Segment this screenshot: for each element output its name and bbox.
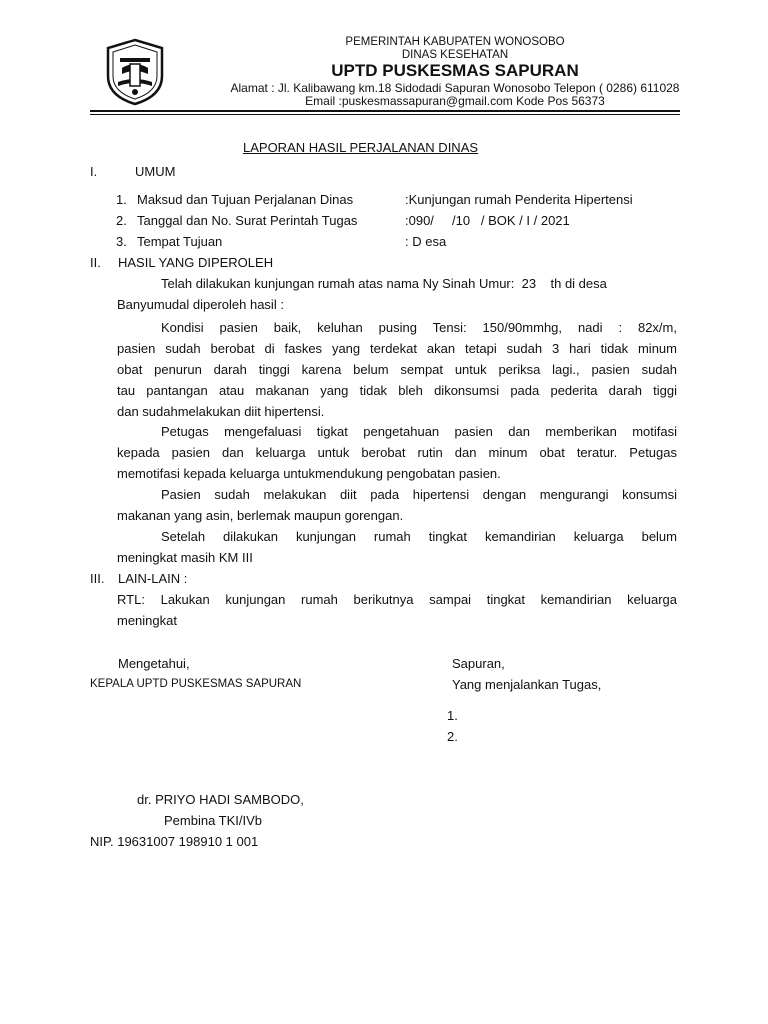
item-2-number: 2. bbox=[116, 213, 127, 228]
paragraph-3-line-2: kepada pasien dan keluarga untuk berobat rutin dan minum obat teratur. Petugas bbox=[117, 445, 677, 460]
head-nip: NIP. 19631007 198910 1 001 bbox=[90, 834, 259, 849]
header-department: DINAS KESEHATAN bbox=[401, 49, 509, 61]
paragraph-4-line-2: makanan yang asin, berlemak maupun gorengan. bbox=[117, 508, 404, 523]
header-institution: UPTD PUSKESMAS SAPURAN bbox=[331, 61, 579, 80]
head-name: dr. PRIYO HADI SAMBODO, bbox=[137, 792, 304, 807]
section-3-number: III. bbox=[90, 571, 105, 586]
item-1-label: Maksud dan Tujuan Perjalanan Dinas bbox=[137, 192, 354, 207]
section-1-heading: UMUM bbox=[135, 164, 176, 179]
header-email: Email :puskesmassapuran@gmail.com Kode Pos 56373 bbox=[305, 94, 605, 108]
paragraph-2-line-4: tau pantangan atau makanan yang tidak bleh dikonsumsi pada pederita darah tiggi bbox=[117, 383, 677, 398]
paragraph-3-line-1: Petugas mengefaluasi tigkat pengetahuan pasien dan memberikan motifasi bbox=[161, 424, 677, 439]
regency-emblem-icon bbox=[104, 38, 166, 106]
head-rank: Pembina TKI/IVb bbox=[164, 813, 263, 828]
item-2-value: :090/ /10 / BOK / I / 2021 bbox=[405, 213, 570, 228]
paragraph-1-line-2: Banyumudal diperoleh hasil : bbox=[117, 297, 284, 312]
item-3-label: Tempat Tujuan bbox=[137, 234, 223, 249]
paragraph-2-line-5: dan sudahmelakukan diit hipertensi. bbox=[117, 404, 325, 419]
item-2-label: Tanggal dan No. Surat Perintah Tugas bbox=[137, 213, 358, 228]
item-3-value: : D esa bbox=[405, 234, 447, 249]
header-address: Alamat : Jl. Kalibawang km.18 Sidodadi Sapuran Wonosobo Telepon ( 0286) 611028 bbox=[230, 81, 680, 95]
paragraph-1-line-1: Telah dilakukan kunjungan rumah atas nama Ny Sinah Umur: 23 th di desa bbox=[161, 276, 607, 291]
header-divider-thick bbox=[90, 110, 680, 112]
header-government: PEMERINTAH KABUPATEN WONOSOBO bbox=[345, 36, 565, 48]
report-title: LAPORAN HASIL PERJALANAN DINAS bbox=[243, 140, 479, 155]
section-3-line-2: meningkat bbox=[117, 613, 177, 628]
paragraph-4-line-1: Pasien sudah melakukan diit pada hipertensi dengan mengurangi konsumsi bbox=[161, 487, 677, 502]
item-3-number: 3. bbox=[116, 234, 127, 249]
section-3-heading: LAIN-LAIN : bbox=[118, 571, 188, 586]
place-label: Sapuran, bbox=[452, 656, 505, 671]
officer-title: Yang menjalankan Tugas, bbox=[452, 677, 602, 692]
paragraph-5-line-1: Setelah dilakukan kunjungan rumah tingkat kemandirian keluarga belum bbox=[161, 529, 677, 544]
acknowledged-label: Mengetahui, bbox=[118, 656, 190, 671]
paragraph-2-line-1: Kondisi pasien baik, keluhan pusing Tensi: 150/90mmhg, nadi : 82x/m, bbox=[161, 320, 677, 335]
section-2-heading: HASIL YANG DIPEROLEH bbox=[118, 255, 274, 270]
paragraph-2-line-3: obat penurun darah tinggi karena belum sempat untuk periksa lagi., pasien sudah bbox=[117, 362, 677, 377]
section-1-number: I. bbox=[90, 164, 98, 179]
section-2-number: II. bbox=[90, 255, 101, 270]
item-1-value: :Kunjungan rumah Penderita Hipertensi bbox=[405, 192, 633, 207]
officer-item-1: 1. bbox=[447, 708, 458, 723]
officer-item-2: 2. bbox=[447, 729, 458, 744]
section-3-line-1: RTL: Lakukan kunjungan rumah berikutnya sampai tingkat kemandirian keluarga bbox=[117, 592, 677, 607]
head-title: KEPALA UPTD PUSKESMAS SAPURAN bbox=[90, 678, 302, 690]
paragraph-2-line-2: pasien sudah berobat di faskes yang terdekat akan tetapi sudah 3 hari tidak minum bbox=[117, 341, 677, 356]
header-divider-thin bbox=[90, 114, 680, 115]
item-1-number: 1. bbox=[116, 192, 127, 207]
paragraph-5-line-2: meningkat masih KM III bbox=[117, 550, 253, 565]
paragraph-3-line-3: memotifasi kepada keluarga untukmendukung pengobatan pasien. bbox=[117, 466, 501, 481]
